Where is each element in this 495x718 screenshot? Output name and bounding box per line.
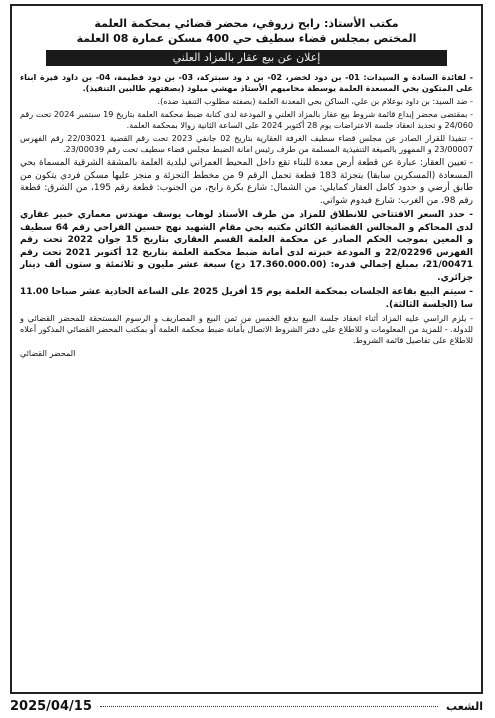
publication-date: 2025/04/15 [10,698,92,714]
footer-rule [100,706,438,707]
paragraph-conditions: - يلزم الراسي عليه المزاد أثناء انعقاد جلسة البيع بدفع الخمس من ثمن البيع و المصاريف و الرسوم المستحقة للمحضر القضائي و للدولة. - للمزيد من المعلومات و للاطلاع على دفتر الشروط الاتصال بأمانة ضبط محكمة العلمة أو بمكتب المحضر القضائي المذكور أعلاه للاطلاع على تفاصيل قائمة الشروط. [20,313,473,345]
paragraph-beneficiaries: - لفائدة السادة و السيدات: 01- بن دود لخضر، 02- بن د ود سبتركة، 03- بن دود فطيمة، 04- بن داود فيزة ابناء على المتكون بحي المسعدة العلمة يوسطة محاميهم الأستاذ مهشي ميلود (بصفتهم طالبين التنفيذ). [20,72,473,93]
paragraph-property: - تعيين العقار: عبارة عن قطعة أرض معدة للبناء تقع داخل المحيط العمراني لبلدية العلمة بالمشقة الشرقية المسماة بحي المسعادة (المسكرين سابقا) بتجزئة 183 قطعة تحمل الرقم 9 من مخطط التجزئة و منجز عليها مسكن فردي يتكون من طابق أرضي و حدود كامل العقار كمايلي: من الشمال: شارع بكرة رابح، من الجنوب: قطعة رقم 195، من الشرق: قطعة رقم 98، من الغرب: شارع فيدوم شواتي. [20,158,473,206]
office-header [12,16,481,46]
signature: المحضر القضائي [20,349,76,358]
office-name: مكتب الأستاذ: رابح زروقي، محضر قضائي بمحكمة العلمة [94,17,399,30]
paragraph-deposit: - بمقتضى محضر إيداع قائمة شروط بيع عقار بالمزاد العلني و المودعة لدى كتابة ضبط محكمة العلمة بتاريخ 19 سبتمبر 2024 تحت رقم 24/060 و تحديد انعقاد جلسة الاعتراضات يوم 28 أكتوبر 2024 على الساعة الثانية زوالا بمحكمة العلمة. [20,109,474,130]
paragraph-sale-date: - سيتم البيع بقاعة الجلسات بمحكمة العلمة يوم 15 أفريل 2025 على الساعة الحادية عشر صباحا 11.00 سا (الجلسة الثالثة). [19,287,473,310]
announcement-title: إعلان عن بيع عقار بالمزاد العلني [46,50,447,66]
paragraph-price: - حدد السعر الافتتاحي للانطلاق للمزاد من طرف الأستاذ لوهاب يوسف مهندس معماري خبير عقاري لدى المحاكم و المجالس القضائية الكائن مكتبه بحي مقام الشهيد نهج حسين الفراحي رقم 64 سطيف و المعين بموجب الحكم الصادر عن محكمة العلمة القسم العقاري بتاريخ 15 جوان 2022 تحت رقم الفهرس 22/02296 و المودعة خبرته لدى أمانة ضبط محكمة العلمة بتاريخ 12 أكتوبر 2021 تحت رقم 21/00471، بمبلغ إجمالي قدره: (17.360.000.00 دج) سبعة عشر مليون و ثلاثمئة و ستون ألف دينار جزائري. [20,210,474,283]
clipping-footer [10,697,483,715]
publication-name: الشعب [446,699,483,713]
office-address: المختص بمجلس قضاء سطيف حي 400 مسكن عمارة 08 العلمة [76,32,417,45]
paragraph-defendant: - ضد السيد: بن داود بوعلام بن علي، الساكن بحي المعدنة العلمة (بصفته مطلوب التنفيذ ضده). [157,96,473,106]
announcement-frame [10,4,483,694]
signature-line [20,348,473,359]
announcement-body [12,72,481,359]
paragraph-ruling: - تنفيذا للقرار الصادر عن مجلس قضاء سطيف الغرفة العقارية بتاريخ 02 جانفي 2023 تحت رقم القضية 22/03021 رقم الفهرس 23/00007 و الممهور بالصيغة التنفيذية المسلمة من طرف رئيس امانة الضبط مجلس قضاء سطيف تحت رقم 23/00039. [20,133,474,154]
